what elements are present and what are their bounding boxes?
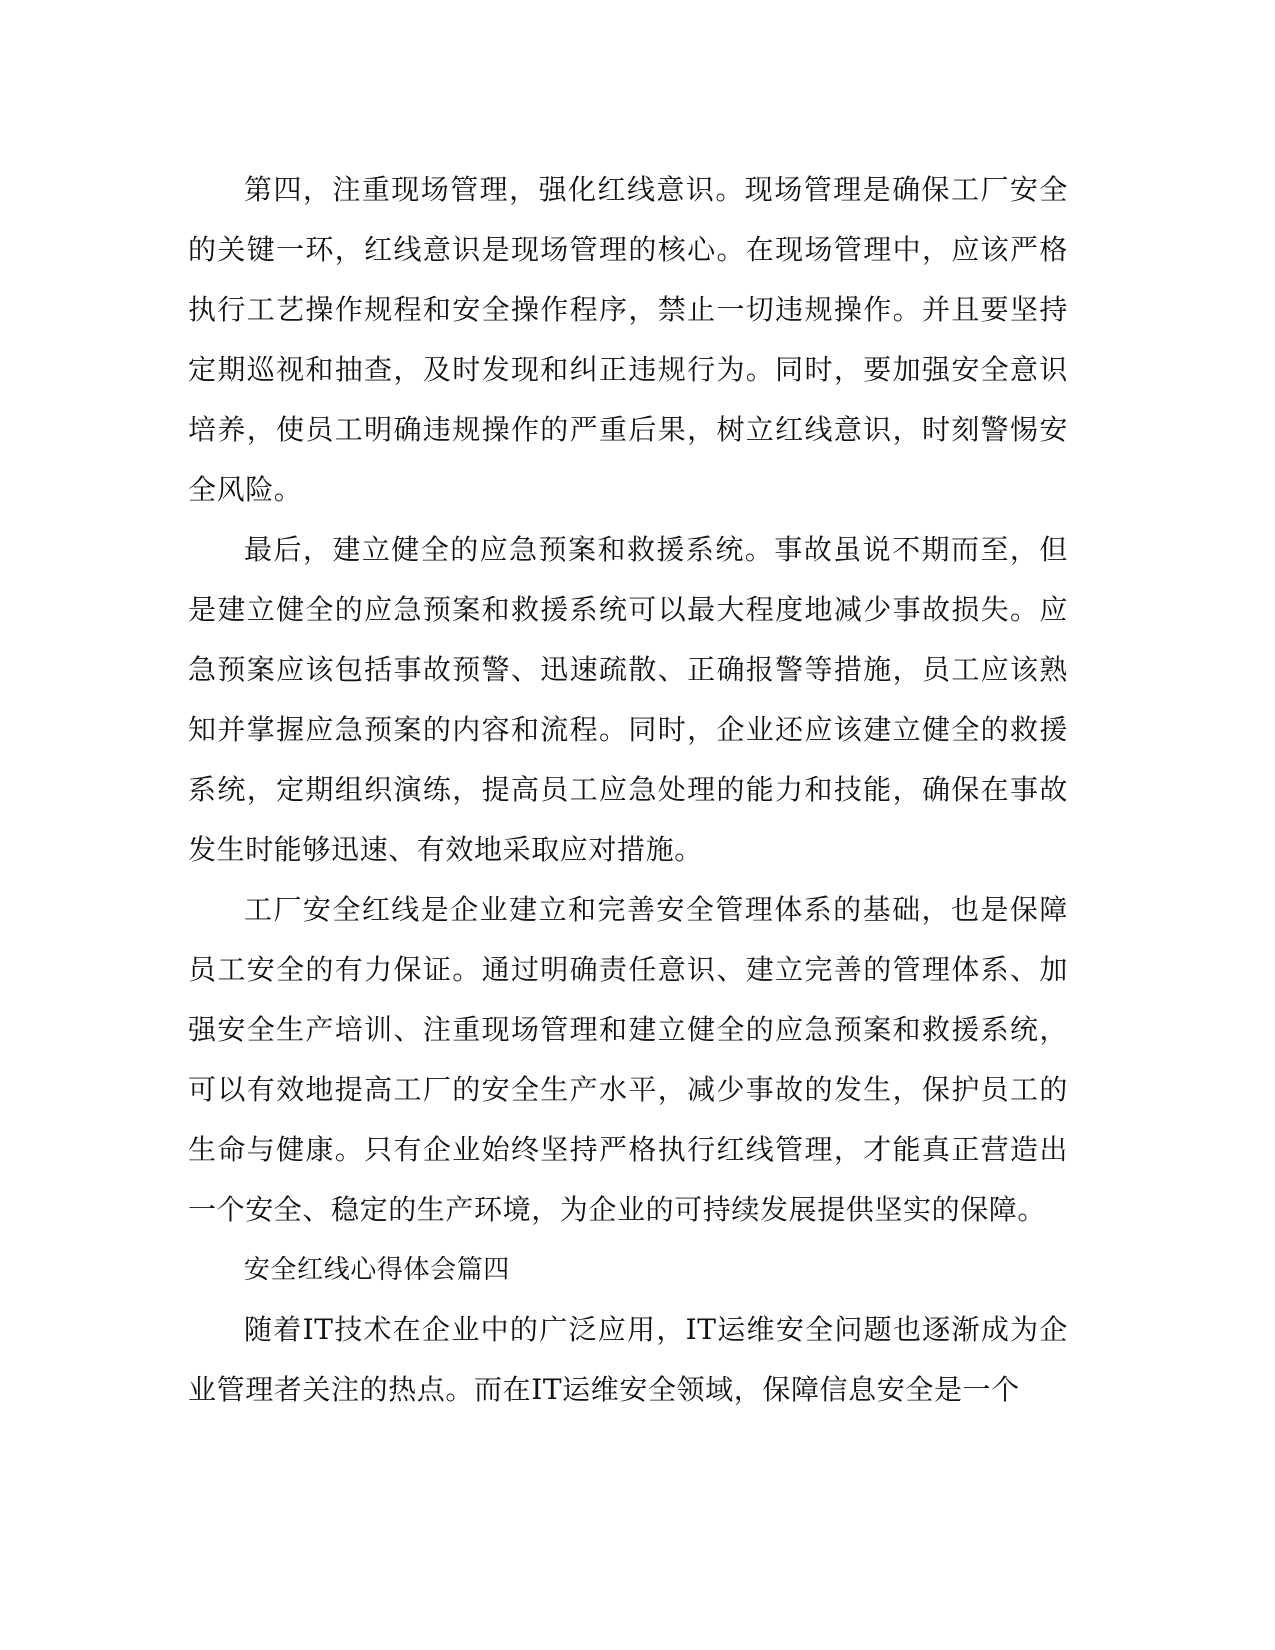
paragraph-site-management: 第四，注重现场管理，强化红线意识。现场管理是确保工厂安全的关键一环，红线意识是现场管理的核心。在现场管理中，应该严格执行工艺操作规程和安全操作程序，禁止一切违规操作。并且要坚持定期巡视和抽查，及时发现和纠正违规行为。同时，要加强安全意识培养，使员工明确违规操作的严重后果，树立红线意识，时刻警惕安全风险。 <box>188 173 1068 506</box>
paragraph-it-operations: 随着IT技术在企业中的广泛应用，IT运维安全问题也逐渐成为企业管理者关注的热点。而在IT运维安全领域，保障信息安全是一个 <box>188 1313 1068 1406</box>
document-body <box>188 160 1068 1420</box>
paragraph-emergency-plan: 最后，建立健全的应急预案和救援系统。事故虽说不期而至，但是建立健全的应急预案和救援系统可以最大程度地减少事故损失。应急预案应该包括事故预警、迅速疏散、正确报警等措施，员工应该熟知并掌握应急预案的内容和流程。同时，企业还应该建立健全的救援系统，定期组织演练，提高员工应急处理的能力和技能，确保在事故发生时能够迅速、有效地采取应对措施。 <box>188 533 1068 866</box>
section-heading: 安全红线心得体会篇四 <box>243 1255 510 1285</box>
paragraph-summary: 工厂安全红线是企业建立和完善安全管理体系的基础，也是保障员工安全的有力保证。通过明确责任意识、建立完善的管理体系、加强安全生产培训、注重现场管理和建立健全的应急预案和救援系统，可以有效地提高工厂的安全生产水平，减少事故的发生，保护员工的生命与健康。只有企业始终坚持严格执行红线管理，才能真正营造出一个安全、稳定的生产环境，为企业的可持续发展提供坚实的保障。 <box>188 893 1068 1226</box>
